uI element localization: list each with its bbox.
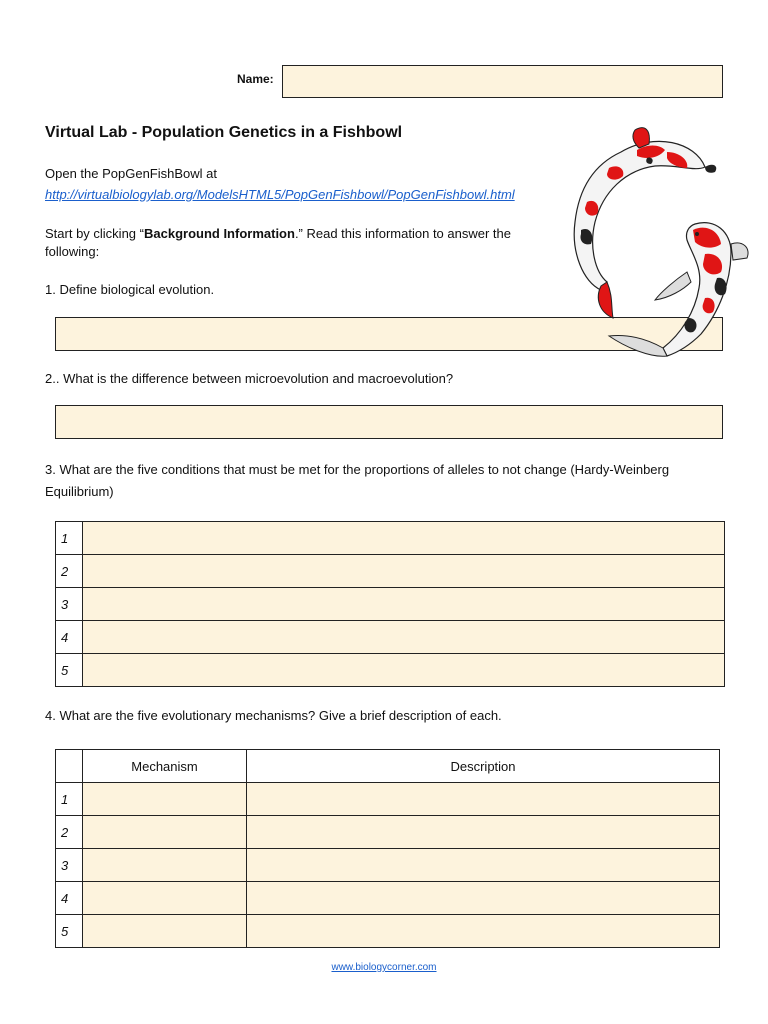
mechanism-field[interactable] [83,816,247,849]
row-number: 3 [56,588,83,621]
description-field[interactable] [247,849,720,882]
question-4: 4. What are the five evolutionary mechanisms? Give a brief description of each. [45,708,502,723]
koi-fish-icon [555,122,755,367]
koi-fish-1-icon [574,128,716,318]
mechanism-field[interactable] [83,915,247,948]
header-mechanism: Mechanism [83,750,247,783]
condition-field[interactable] [83,522,725,555]
description-field[interactable] [247,816,720,849]
question-1: 1. Define biological evolution. [45,282,215,297]
header-description: Description [247,750,720,783]
row-number: 3 [56,849,83,882]
row-number: 4 [56,882,83,915]
conditions-table [55,521,725,687]
row-number: 4 [56,621,83,654]
table-row [56,522,725,555]
start-suffix: .” Read this information to answer the following: [45,226,511,259]
table-row [56,654,725,687]
open-instruction: Open the PopGenFishBowl at [45,166,217,181]
footer-link[interactable]: www.biologycorner.com [331,962,437,973]
start-instruction [45,225,535,261]
table-row [56,882,720,915]
mechanisms-table [55,749,720,948]
mechanism-field[interactable] [83,849,247,882]
row-number: 5 [56,915,83,948]
question-2: 2.. What is the difference between microevolution and macroevolution? [45,371,454,386]
table-row [56,816,720,849]
mechanism-field[interactable] [83,882,247,915]
table-row [56,588,725,621]
row-number: 1 [56,522,83,555]
table-row [56,555,725,588]
condition-field[interactable] [83,654,725,687]
condition-field[interactable] [83,621,725,654]
name-field[interactable] [282,65,723,98]
condition-field[interactable] [83,555,725,588]
row-number: 1 [56,783,83,816]
condition-field[interactable] [83,588,725,621]
background-information-label: Background Information [143,226,295,241]
mechanism-field[interactable] [83,783,247,816]
row-number: 2 [56,555,83,588]
footer [0,962,768,973]
row-number: 2 [56,816,83,849]
table-row [56,849,720,882]
row-number: 5 [56,654,83,687]
table-header-row [56,750,720,783]
description-field[interactable] [247,783,720,816]
start-prefix: Start by clicking “ [45,226,144,241]
description-field[interactable] [247,915,720,948]
lab-url-link[interactable]: http://virtualbiologylab.org/ModelsHTML5/PopGenFishbowl/PopGenFishbowl.html [45,187,515,202]
page-title: Virtual Lab - Population Genetics in a Fishbowl [45,124,403,141]
name-label: Name: [237,72,274,86]
description-field[interactable] [247,882,720,915]
answer-2-field[interactable] [55,405,723,439]
table-row [56,783,720,816]
header-number [56,750,83,783]
table-row [56,621,725,654]
question-3: 3. What are the five conditions that must be met for the proportions of alleles to not change (Hardy-Weinberg Equilibrium) [45,462,670,499]
table-row [56,915,720,948]
koi-fish-2-icon [609,223,748,357]
